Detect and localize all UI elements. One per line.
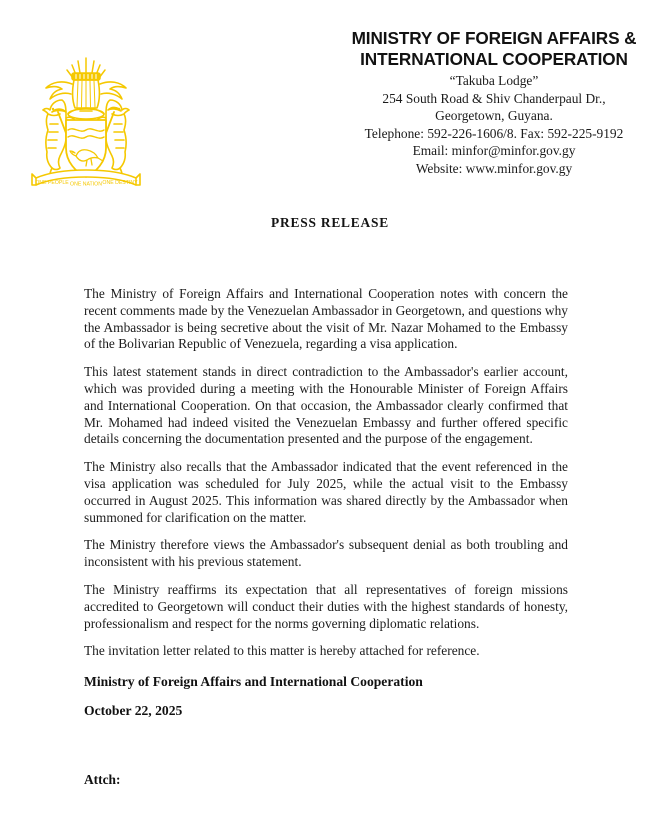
- city-country: Georgetown, Guyana.: [435, 108, 553, 124]
- organization-block: [338, 28, 650, 178]
- organization-address: [338, 72, 650, 178]
- website-address: Website: www.minfor.gov.gy: [415, 160, 573, 176]
- body-paragraph: The Ministry therefore views the Ambassador's subsequent denial as both troubling and inconsistent with his previous statement.: [84, 537, 568, 570]
- motto-center: ONE NATION: [70, 181, 102, 188]
- body-paragraph: The invitation letter related to this matter is hereby attached for reference.: [84, 643, 480, 659]
- letterhead: [0, 0, 660, 196]
- street-address: 254 South Road & Shiv Chanderpaul Dr.,: [382, 90, 606, 106]
- email-address: Email: minfor@minfor.gov.gy: [412, 143, 576, 159]
- body-paragraph: The Ministry also recalls that the Ambassador indicated that the event referenced in the visa application was scheduled for July 2025, while the actual visit to the Embassy occurred in August 2025. This information was shared directly by the Ambassador when summoned for clarification on the matter.: [84, 459, 568, 525]
- document-body: [84, 286, 568, 671]
- body-paragraph: The Ministry of Foreign Affairs and International Cooperation notes with concern the recent comments made by the Venezuelan Ambassador in Georgetown, and questions why the Ambassador is being secretive about the visit of Mr. Nazar Mohamed to the Embassy of the Bolivarian Republic of Venezuela, regarding a visa application.: [84, 286, 568, 352]
- phone-fax: Telephone: 592-226-1606/8. Fax: 592-225-9192: [364, 125, 624, 141]
- attachment-label: Attch:: [84, 772, 121, 787]
- signatory-name: Ministry of Foreign Affairs and International Cooperation: [84, 674, 423, 689]
- page-title: PRESS RELEASE: [271, 215, 389, 230]
- org-title-line-2: INTERNATIONAL COOPERATION: [360, 49, 628, 69]
- body-paragraph: This latest statement stands in direct contradiction to the Ambassador's earlier account, which was provided during a meeting with the Honourable Minister of Foreign Affairs and International Cooperation. On that occasion, the Ambassador clearly confirmed that Mr. Mohamed had indeed visited the Venezuelan Embassy and further offered specific details concerning the documentation presented and the purpose of the engagement.: [84, 364, 568, 447]
- signature-block: [84, 673, 568, 719]
- org-title-line-1: MINISTRY OF FOREIGN AFFAIRS &: [351, 28, 637, 48]
- building-name: “Takuba Lodge”: [449, 73, 539, 88]
- motto-left: ONE PEOPLE: [35, 180, 69, 186]
- document-date: October 22, 2025: [84, 703, 183, 718]
- motto-right: ONE DESTINY: [102, 180, 138, 186]
- body-paragraph: The Ministry reaffirms its expectation that all representatives of foreign missions accredited to Georgetown will conduct their duties with the highest standards of honesty, professionalism and respect for the norms governing diplomatic relations.: [84, 581, 568, 631]
- guyana-coat-of-arms-icon: [22, 52, 150, 192]
